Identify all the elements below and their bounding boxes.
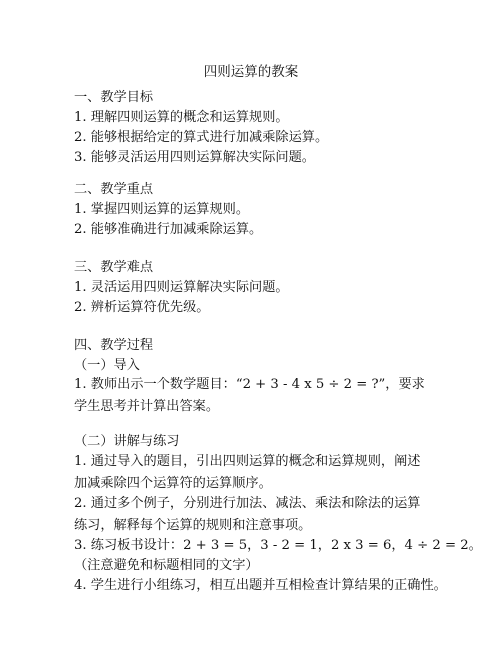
document-title: 四则运算的教案 [203,64,299,80]
difficulty-item: 1. 灵活运用四则运算解决实际问题。 [74,280,289,295]
goal-item: 3. 能够灵活运用四则运算解决实际问题。 [74,150,315,165]
goal-item: 1. 理解四则运算的概念和运算规则。 [74,110,289,125]
practice-note: （注意避免和标题相同的文字） [74,558,259,573]
key-point-item: 1. 掌握四则运算的运算规则。 [74,202,250,217]
intro-item: 1. 教师出示一个数学题目：“2 + 3 - 4 x 5 ÷ 2 = ?”，要求学生思考并计算出答案。 [74,377,425,414]
key-point-item: 2. 能够准确进行加减乘除运算。 [74,222,263,237]
practice-item: 3. 练习板书设计：2 + 3 = 5，3 - 2 = 1，2 x 3 = 6，4 ÷ 2 = 2。 [74,538,482,553]
subheading-practice: （二）讲解与练习 [74,434,180,449]
practice-item: 1. 通过导入的题目，引出四则运算的概念和运算规则，阐述加减乘除四个运算符的运算顺序。 [74,454,421,491]
goal-item: 2. 能够根据给定的算式进行加减乘除运算。 [74,130,329,145]
section-heading-process: 四、教学过程 [74,338,154,353]
section-heading-difficulties: 三、教学难点 [74,260,154,275]
practice-item: 2. 通过多个例子，分别进行加法、减法、乘法和除法的运算练习，解释每个运算的规则和注意事项。 [74,496,421,533]
subheading-intro: （一）导入 [74,358,140,373]
practice-item: 4. 学生进行小组练习，相互出题并互相检查计算结果的正确性。 [74,578,447,593]
section-heading-goals: 一、教学目标 [74,90,154,105]
section-heading-key-points: 二、教学重点 [74,182,154,197]
difficulty-item: 2. 辨析运算符优先级。 [74,300,210,315]
